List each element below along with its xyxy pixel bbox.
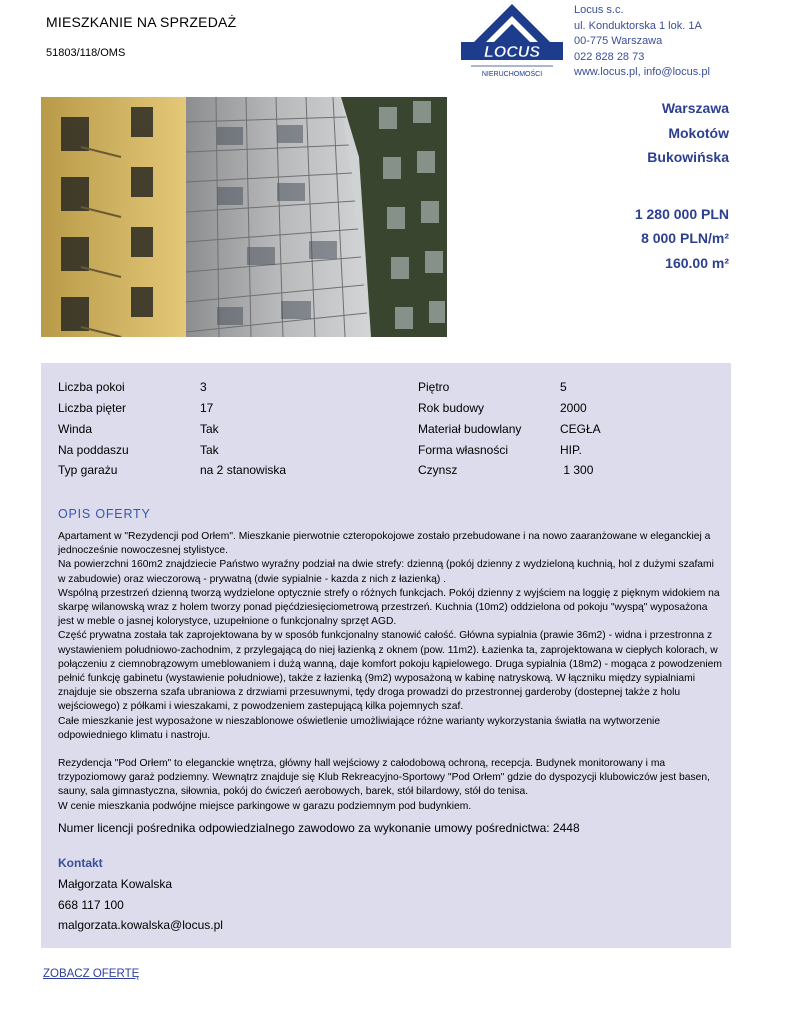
locus-logo xyxy=(459,2,565,84)
agency-address: ul. Konduktorska 1 lok. 1A xyxy=(574,19,702,32)
property-label: Na poddaszu xyxy=(58,443,129,457)
description-paragraph: W cenie mieszkania podwójne miejsce parkingowe w garazu podziemnym pod budynkiem. xyxy=(58,800,472,812)
location-district: Mokotów xyxy=(668,125,729,141)
paragraph-gap xyxy=(58,743,722,757)
property-label: Rok budowy xyxy=(418,401,485,415)
description-paragraph: Całe mieszkanie jest wyposażone w nieszablonowe oświetlenie umożliwiające różne warianty wykorzystania światła na wytworzenie odpowiedniego klimatu i nastroju. xyxy=(58,715,661,741)
description-paragraph: Część prywatna została tak zaprojektowana by w sposób funkcjonalny stanowić całość. Główna sypialnia (prawie 36m2) - widna i przestronna z wystawieniem południowo-zachodnim, z przylegającą do niej łazienką z oknem (pow. 11m2). Łazienka ta, zaprojektowana w ciepłych kolorach, w połączeniu z ciemnobrązowym umeblowaniem i dużą wanną, daje komfort pokoju kąpielowego. Druga sypialnia (18m2) - mogąca z powodzeniem pełnić funkcję gabinetu (wystawienie południowe), także z łazienką (9m2) wyposażoną w kabinę natryskową. W łączniku między sypialniami znajduje sie obszerna szafa ubraniowa z drzwiami przesuwnymi, tędy droga prowadzi do przestronnej garderoby (dostepnej także z holu wejściowego) z półkami i wieszakami, z powodzeniem zastepującą kilka pojemnych szaf. xyxy=(58,630,722,713)
property-value: na 2 stanowiska xyxy=(200,463,287,477)
property-value: HIP. xyxy=(560,443,582,457)
price-total: 1 280 000 PLN xyxy=(634,206,729,222)
property-label: Piętro xyxy=(418,380,450,394)
agency-web: www.locus.pl, info@locus.pl xyxy=(574,66,710,79)
logo-subtext: NIERUCHOMOŚCI xyxy=(481,71,543,78)
contact-phone[interactable]: 668 117 100 xyxy=(58,898,124,912)
location-city: Warszawa xyxy=(661,100,729,116)
property-value: 3 xyxy=(200,380,207,394)
property-value: Tak xyxy=(200,443,219,457)
description-heading: OPIS OFERTY xyxy=(58,507,151,521)
property-photo xyxy=(41,97,447,337)
property-label: Typ garażu xyxy=(58,463,118,477)
license-number: Numer licencji pośrednika odpowiedzialnego zawodowo za wykonanie umowy pośrednictwa: 2448 xyxy=(58,821,580,835)
description-text xyxy=(58,530,722,814)
contact-heading: Kontakt xyxy=(58,856,103,870)
agency-phone: 022 828 28 73 xyxy=(574,50,645,63)
property-label: Forma własności xyxy=(418,443,509,457)
contact-email[interactable]: malgorzata.kowalska@locus.pl xyxy=(58,918,223,932)
property-label: Czynsz xyxy=(418,463,458,477)
agency-name: Locus s.c. xyxy=(574,4,624,16)
area: 160.00 m² xyxy=(665,255,729,271)
property-value: 2000 xyxy=(560,401,587,415)
page-title: MIESZKANIE NA SPRZEDAŻ xyxy=(46,14,237,30)
logo-text: LOCUS xyxy=(484,44,540,61)
property-value: 1 300 xyxy=(560,463,594,477)
price-per-m2: 8 000 PLN/m² xyxy=(641,230,729,246)
agency-info xyxy=(574,3,710,81)
property-label: Winda xyxy=(58,422,93,436)
property-label: Liczba pięter xyxy=(58,401,127,415)
property-value: Tak xyxy=(200,422,219,436)
description-paragraph: Wspólną przestrzeń dzienną tworzą wydzielone optycznie strefy o różnych funkcjach. Pokój dzienny z wyjściem na loggię z pięknym widokiem na skarpę wilanowską wraz z holem tworzy ponad pięćdziesięciometrową przestrzeń. Kuchnia (10m2) oddzielona od pokoju "wyspą" wyposażona jest w meble o jasnej kolorystyce, uzupełnione o funkcjonalny sprzęt AGD. xyxy=(58,587,720,628)
contact-name: Małgorzata Kowalska xyxy=(58,877,173,891)
description-paragraph: Na powierzchni 160m2 znajdziecie Państwo wyraźny podział na dwie strefy: dzienną (pokój dzienny z wydzieloną kuchnią, hol z dużymi szafami w zabudowie) oraz wieczorową - prywatną (dwie sypialnie - kazda z nich z łazienką) . xyxy=(58,559,714,585)
property-label: Materiał budowlany xyxy=(418,422,522,436)
view-offer-link[interactable]: ZOBACZ OFERTĘ xyxy=(43,968,140,980)
offer-reference: 51803/118/OMS xyxy=(46,47,126,59)
property-value: CEGŁA xyxy=(560,422,601,436)
location-street: Bukowińska xyxy=(647,149,729,165)
description-paragraph: Rezydencja "Pod Orłem" to eleganckie wnętrza, główny hall wejściowy z całodobową ochroną, recepcja. Budynek monitorowany i ma trzypoziomowy garaż podziemny. Wewnątrz znajduje się Klub Rekreacyjno-Sportowy "Pod Orłem" gdzie do dyspozycji klubowiczów jest basen, sauny, sala gimnastyczna, siłownia, pokój do ćwiczeń aerobowych, barek, stół bilardowy, stół do tenisa. xyxy=(58,758,710,798)
property-value: 17 xyxy=(200,401,214,415)
agency-city: 00-775 Warszawa xyxy=(574,35,663,48)
property-value: 5 xyxy=(560,380,567,394)
property-label: Liczba pokoi xyxy=(58,380,125,394)
description-paragraph: Apartament w "Rezydencji pod Orłem". Mieszkanie pierwotnie czteropokojowe zostało przebudowane i na nowo zaaranżowane w eleganckiej a jednocześnie nowoczesnej stylistyce. xyxy=(58,531,711,557)
